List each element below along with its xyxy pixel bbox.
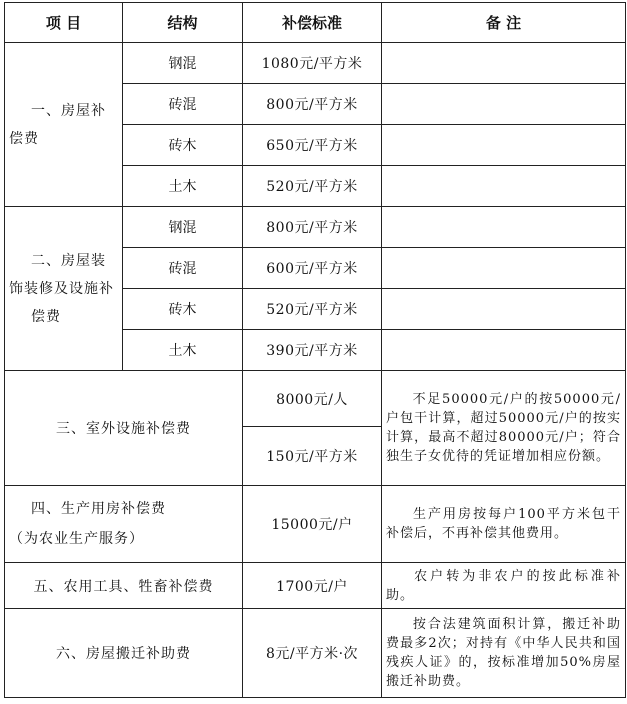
structure-cell: 砖混 xyxy=(123,84,243,125)
structure-cell: 钢混 xyxy=(123,207,243,248)
section2-item xyxy=(5,207,123,371)
header-standard: 补偿标准 xyxy=(243,3,382,43)
section3-note xyxy=(382,371,626,486)
standard-cell: 600元/平方米 xyxy=(243,248,382,289)
section1-item-line1: 一、房屋补 xyxy=(31,102,106,119)
section5-note xyxy=(382,563,626,609)
standard-cell: 1080元/平方米 xyxy=(243,43,382,84)
section4-note-text: 生产用房按每户100平方米包干补偿后，不再补偿其他费用。 xyxy=(386,507,621,541)
note-cell xyxy=(382,289,626,330)
note-cell xyxy=(382,84,626,125)
table-row xyxy=(5,207,626,248)
section4-item xyxy=(5,486,243,563)
section6-note-text: 按合法建筑面积计算，搬迁补助费最多2次；对持有《中华人民共和国残疾人证》的，按标准增加50%房屋搬迁补助费。 xyxy=(386,617,621,689)
table-row xyxy=(5,371,626,427)
header-row xyxy=(5,3,626,43)
section5-standard: 1700元/户 xyxy=(243,563,382,609)
note-cell xyxy=(382,125,626,166)
header-structure: 结构 xyxy=(123,3,243,43)
structure-cell: 土木 xyxy=(123,330,243,371)
standard-cell: 800元/平方米 xyxy=(243,207,382,248)
section4-note xyxy=(382,486,626,563)
standard-cell: 520元/平方米 xyxy=(243,289,382,330)
standard-cell: 390元/平方米 xyxy=(243,330,382,371)
header-note: 备 注 xyxy=(382,3,626,43)
section6-item: 六、房屋搬迁补助费 xyxy=(5,609,243,698)
table-row xyxy=(5,563,626,609)
header-item: 项 目 xyxy=(5,3,123,43)
section4-item-line2: （为农业生产服务） xyxy=(9,531,144,547)
section3-standard-a: 8000元/人 xyxy=(243,371,382,427)
table-row xyxy=(5,609,626,698)
note-cell xyxy=(382,166,626,207)
section5-item: 五、农用工具、牲畜补偿费 xyxy=(5,563,243,609)
structure-cell: 钢混 xyxy=(123,43,243,84)
compensation-table xyxy=(4,2,626,698)
section1-item xyxy=(5,43,123,207)
section4-item-line1: 四、生产用房补偿费 xyxy=(31,501,166,517)
section3-item: 三、室外设施补偿费 xyxy=(5,371,243,486)
note-cell xyxy=(382,207,626,248)
standard-cell: 800元/平方米 xyxy=(243,84,382,125)
section2-item-line1: 二、房屋装 xyxy=(31,252,106,269)
structure-cell: 砖混 xyxy=(123,248,243,289)
section6-standard: 8元/平方米·次 xyxy=(243,609,382,698)
section2-item-line3: 偿费 xyxy=(31,308,61,325)
table-row xyxy=(5,486,626,563)
table-row xyxy=(5,43,626,84)
section3-standard-b: 150元/平方米 xyxy=(243,427,382,486)
section5-note-text: 农户转为非农户的按此标准补助。 xyxy=(386,568,621,603)
section4-standard: 15000元/户 xyxy=(243,486,382,563)
structure-cell: 砖木 xyxy=(123,125,243,166)
standard-cell: 650元/平方米 xyxy=(243,125,382,166)
section3-note-text: 不足50000元/户的按50000元/户包干计算，超过50000元/户的按实计算，最高不超过80000元/户；符合独生子女优待的凭证增加相应份额。 xyxy=(386,392,621,464)
section1-item-line2: 偿费 xyxy=(9,130,39,147)
structure-cell: 砖木 xyxy=(123,289,243,330)
standard-cell: 520元/平方米 xyxy=(243,166,382,207)
note-cell xyxy=(382,248,626,289)
section2-item-line2: 饰装修及设施补 xyxy=(9,280,114,297)
note-cell xyxy=(382,43,626,84)
structure-cell: 土木 xyxy=(123,166,243,207)
section6-note xyxy=(382,609,626,698)
note-cell xyxy=(382,330,626,371)
